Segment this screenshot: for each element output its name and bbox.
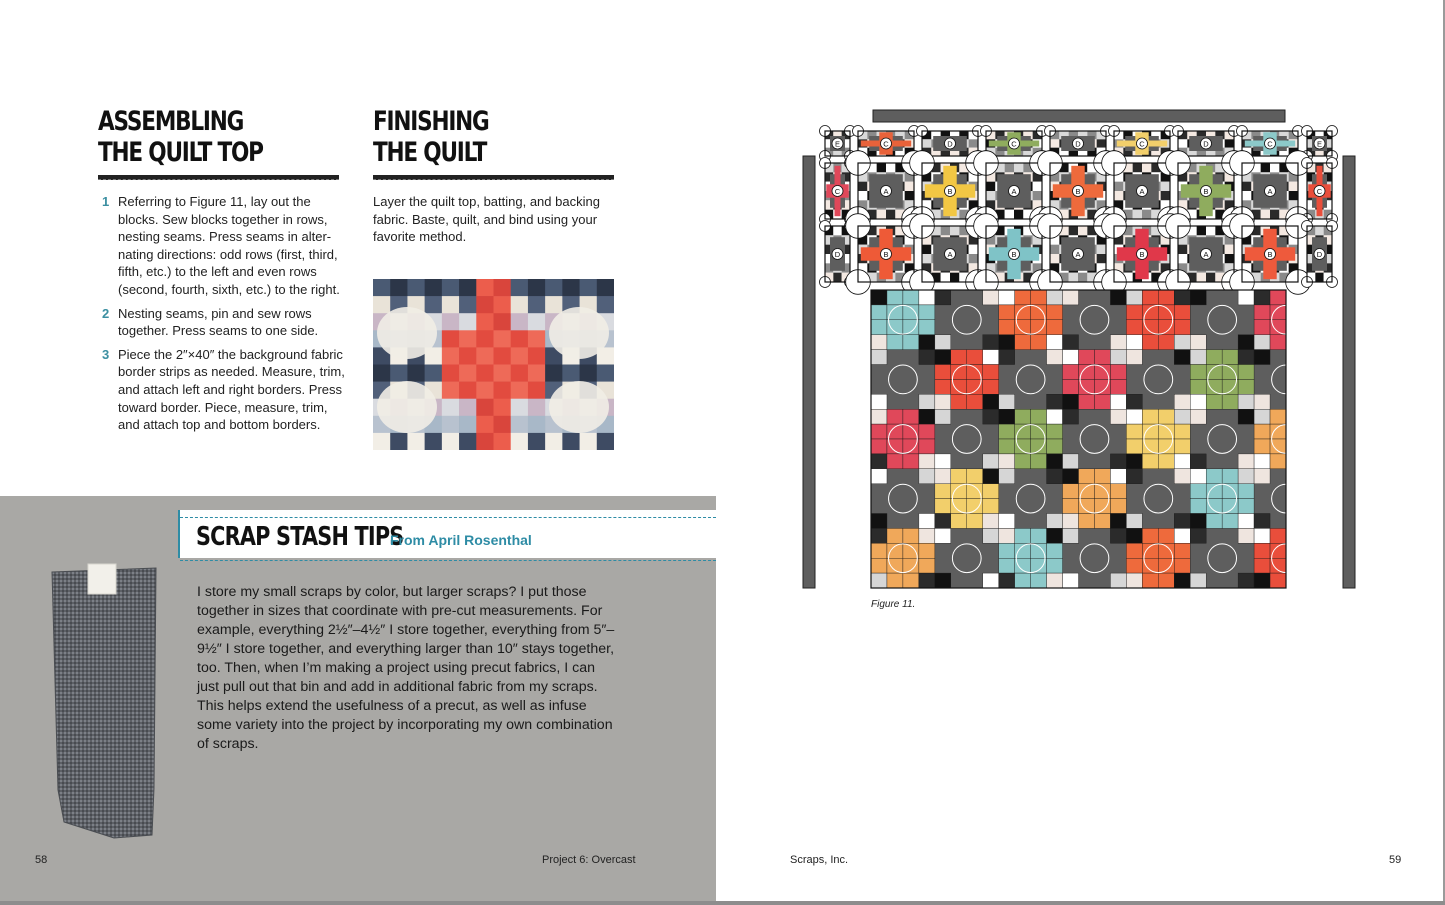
block-label-text: B bbox=[883, 250, 889, 259]
quilt-block-d bbox=[1302, 221, 1338, 288]
block-label-text: D bbox=[947, 139, 953, 149]
tips-dashed-rule-bottom bbox=[180, 560, 716, 561]
block-label-text: C bbox=[883, 139, 889, 149]
block-label-text: A bbox=[1139, 187, 1145, 196]
figure-caption: Figure 11. bbox=[871, 599, 916, 610]
quilt-detail-photo bbox=[373, 279, 614, 450]
block-label-text: A bbox=[1203, 250, 1209, 259]
block-label-text: B bbox=[947, 187, 953, 196]
block-label-text: B bbox=[1267, 250, 1273, 259]
block-label-text: A bbox=[1267, 187, 1273, 196]
quilt-block-b bbox=[1230, 214, 1311, 295]
right-page-number: 59 bbox=[1389, 854, 1402, 866]
step-2: 2 Nesting seams, pin and sew rows together. Press seams to one side. bbox=[102, 305, 319, 339]
block-label-text: A bbox=[1011, 187, 1017, 196]
block-label-text: A bbox=[1075, 250, 1081, 259]
step-3: 3 Piece the 2″×40″ the background fabric border strips as needed. Measure, trim, and attach left and right borders. Press toward border. Piece, measure, trim, and attach top and bottom borders. bbox=[102, 346, 345, 433]
top-border-strip bbox=[873, 110, 1285, 122]
assembling-rule bbox=[98, 175, 339, 180]
left-page-number: 58 bbox=[35, 854, 48, 866]
block-label-text: A bbox=[883, 187, 889, 196]
block-label-text: E bbox=[1316, 139, 1323, 149]
block-label-text: A bbox=[947, 250, 953, 259]
block-label-text: D bbox=[1075, 139, 1081, 149]
left-border-strip bbox=[803, 156, 815, 588]
finishing-rule bbox=[373, 175, 614, 180]
right-running-footer: Scraps, Inc. bbox=[790, 854, 849, 866]
block-label-text: D bbox=[834, 250, 841, 259]
block-label-text: C bbox=[834, 187, 841, 196]
tips-title: SCRAP STASH TIPS bbox=[196, 522, 404, 552]
tips-dashed-rule-top bbox=[180, 517, 716, 518]
block-label-text: E bbox=[834, 139, 841, 149]
assembling-heading: ASSEMBLING THE QUILT TOP bbox=[98, 106, 263, 168]
block-label-text: B bbox=[1075, 187, 1081, 196]
assembling-steps bbox=[102, 193, 348, 440]
scrap-stash-tips-panel bbox=[0, 496, 716, 901]
block-label-text: C bbox=[1316, 187, 1323, 196]
block-label-text: C bbox=[1139, 139, 1145, 149]
tips-byline: From April Rosenthal bbox=[390, 532, 532, 548]
finishing-body: Layer the quilt top, batting, and backing fabric. Baste, quilt, and bind using your favorite method. bbox=[373, 194, 600, 245]
block-label-text: B bbox=[1139, 250, 1145, 259]
quilt-block-c bbox=[1302, 158, 1338, 225]
left-running-footer: Project 6: Overcast bbox=[542, 854, 636, 866]
block-label-text: B bbox=[1203, 187, 1209, 196]
block-label-text: D bbox=[1203, 139, 1209, 149]
step-1: 1 Referring to Figure 11, lay out the blocks. Sew blocks together in rows, nesting seams. Press seams in alter-nating directions: odd rows (first, third, fifth, etc.) to the left and even rows (second, fourth, sixth, etc.) to the right. bbox=[102, 194, 340, 297]
right-border-strip bbox=[1343, 156, 1355, 588]
block-label-text: D bbox=[1316, 250, 1323, 259]
tips-body: I store my small scraps by color, but larger scraps? I put those together in sizes that coordinate with pre-cut measurements. For example, everything 2½″–4½″ I store together, everything from 5″–9½″ I store together, and everything larger than 10″ stays together, too. Then, when I’m making a project using precut fabrics, I can just pull out that bin and add in additional fabric from my scraps. This helps extend the usefulness of a precut, as well as infuse some variety into the project by incorporating my own combination of scraps. bbox=[197, 584, 615, 752]
finishing-heading: FINISHING THE QUILT bbox=[373, 106, 489, 168]
fabric-scrap-photo bbox=[44, 560, 164, 840]
block-label-text: C bbox=[1267, 139, 1273, 149]
figure-11-quilt-layout bbox=[800, 108, 1360, 592]
block-label-text: C bbox=[1011, 139, 1017, 149]
viewer-bottom-edge bbox=[0, 901, 1445, 905]
block-label-text: B bbox=[1011, 250, 1017, 259]
